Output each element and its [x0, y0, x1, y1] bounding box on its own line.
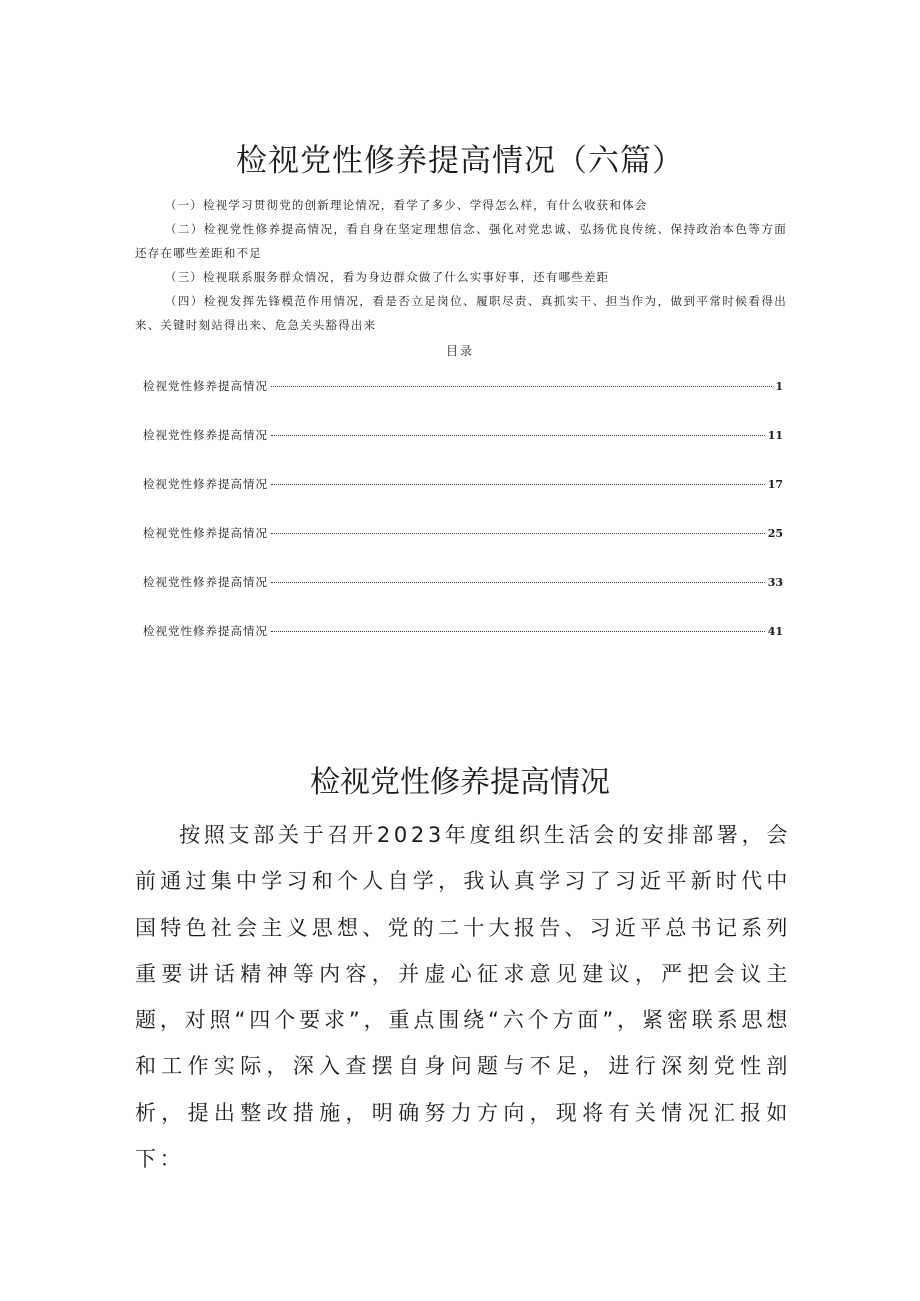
toc-entry-page: 41 — [767, 625, 783, 638]
body-paragraph: 按照支部关于召开2023年度组织生活会的安排部署，会前通过集中学习和个人自学，我认真学习了习近平新时代中国特色社会主义思想、党的二十大报告、习近平总书记系列重要讲话精神等内容，并虚心征求意见建议，严把会议主题，对照“四个要求”，重点围绕“六个方面”，紧密联系思想和工作实际，深入查摆自身问题与不足，进行深刻党性剖析，提出整改措施，明确努力方向，现将有关情况汇报如下： — [135, 823, 791, 1172]
toc-entry-title: 检视党性修养提高情况 — [143, 575, 268, 589]
toc-entry-page: 25 — [767, 527, 783, 540]
toc-leader-dots — [271, 484, 765, 485]
toc-entry-3[interactable] — [143, 476, 783, 525]
intro-item-4: （四）检视发挥先锋模范作用情况，看是否立足岗位、履职尽责、真抓实干、担当作为，做到平常时候看得出来、关键时刻站得出来、危急关头豁得出来 — [135, 294, 787, 332]
toc-leader-dots — [271, 631, 765, 632]
toc-entry-title: 检视党性修养提高情况 — [143, 379, 268, 393]
toc-entry-page: 11 — [767, 429, 783, 442]
toc-leader-dots — [271, 582, 765, 583]
toc-entry-page: 33 — [767, 576, 783, 589]
section-title: 检视党性修养提高情况 — [310, 765, 610, 800]
intro-item-2: （二）检视党性修养提高情况，看自身在坚定理想信念、强化对党忠诚、弘扬优良传统、保持政治本色等方面还存在哪些差距和不足 — [135, 222, 787, 260]
document-title: 检视党性修养提高情况（六篇） — [236, 143, 684, 179]
toc-entry-5[interactable] — [143, 574, 783, 623]
toc-entry-1[interactable] — [143, 378, 783, 427]
toc-entry-page: 1 — [775, 380, 783, 393]
toc-entry-title: 检视党性修养提高情况 — [143, 428, 268, 442]
toc-leader-dots — [271, 533, 765, 534]
toc-entry-title: 检视党性修养提高情况 — [143, 526, 268, 540]
toc-entry-title: 检视党性修养提高情况 — [143, 624, 268, 638]
toc-entry-2[interactable] — [143, 427, 783, 476]
toc-entry-6[interactable] — [143, 623, 783, 672]
intro-list — [135, 193, 787, 337]
intro-item-3: （三）检视联系服务群众情况，看为身边群众做了什么实事好事，还有哪些差距 — [164, 270, 610, 284]
toc-leader-dots — [271, 386, 772, 387]
toc-entry-title: 检视党性修养提高情况 — [143, 477, 268, 491]
toc-entry-4[interactable] — [143, 525, 783, 574]
toc-entry-page: 17 — [767, 478, 783, 491]
table-of-contents — [143, 378, 783, 672]
intro-item-1: （一）检视学习贯彻党的创新理论情况，看学了多少、学得怎么样，有什么收获和体会 — [164, 198, 648, 212]
toc-leader-dots — [271, 435, 765, 436]
toc-heading: 目录 — [445, 344, 474, 358]
